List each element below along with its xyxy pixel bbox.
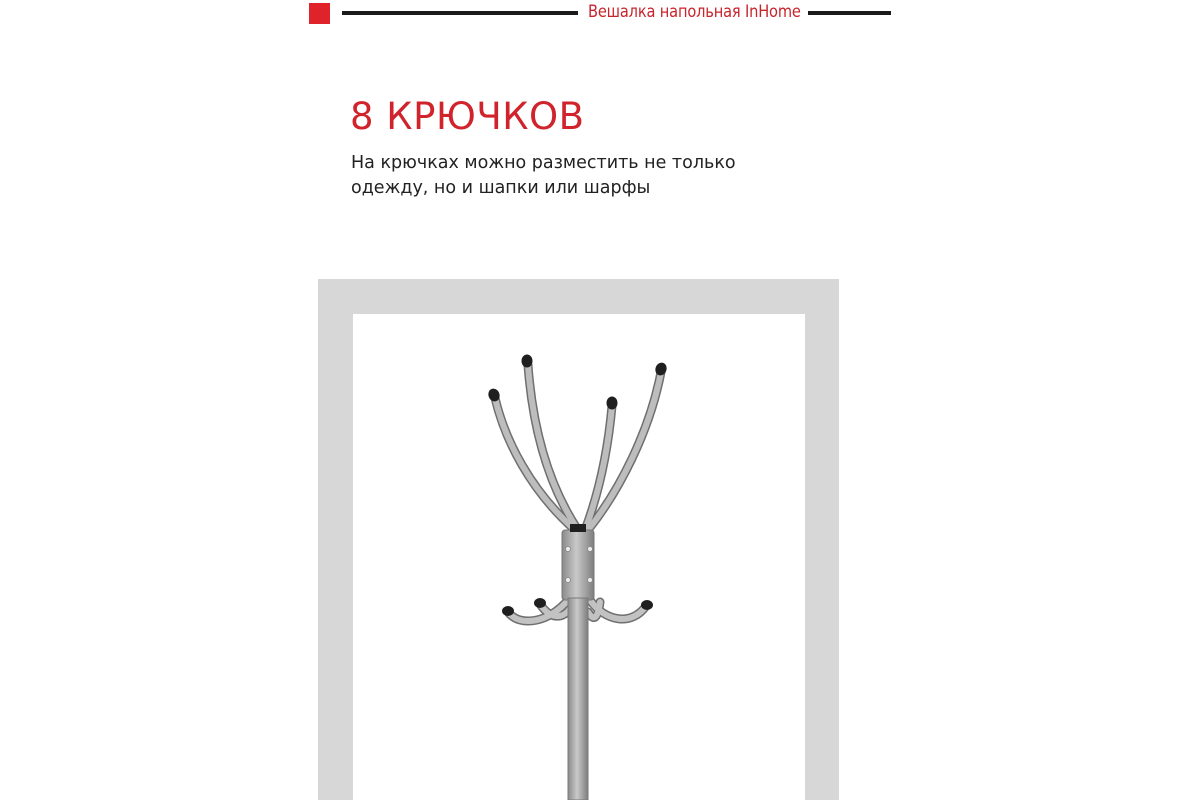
header-rule-right [808, 11, 891, 15]
product-photo [353, 314, 805, 800]
description-line-1: На крючках можно разместить не только [351, 153, 736, 173]
header-rule-left [342, 11, 578, 15]
section-title: 8 КРЮЧКОВ [350, 95, 585, 138]
header-product-label: Вешалка напольная InHome [588, 2, 801, 22]
description-line-2: одежду, но и шапки или шарфы [351, 178, 651, 198]
section-description [351, 151, 811, 201]
coat-rack-icon [353, 314, 805, 800]
brand-square-icon [309, 3, 330, 24]
